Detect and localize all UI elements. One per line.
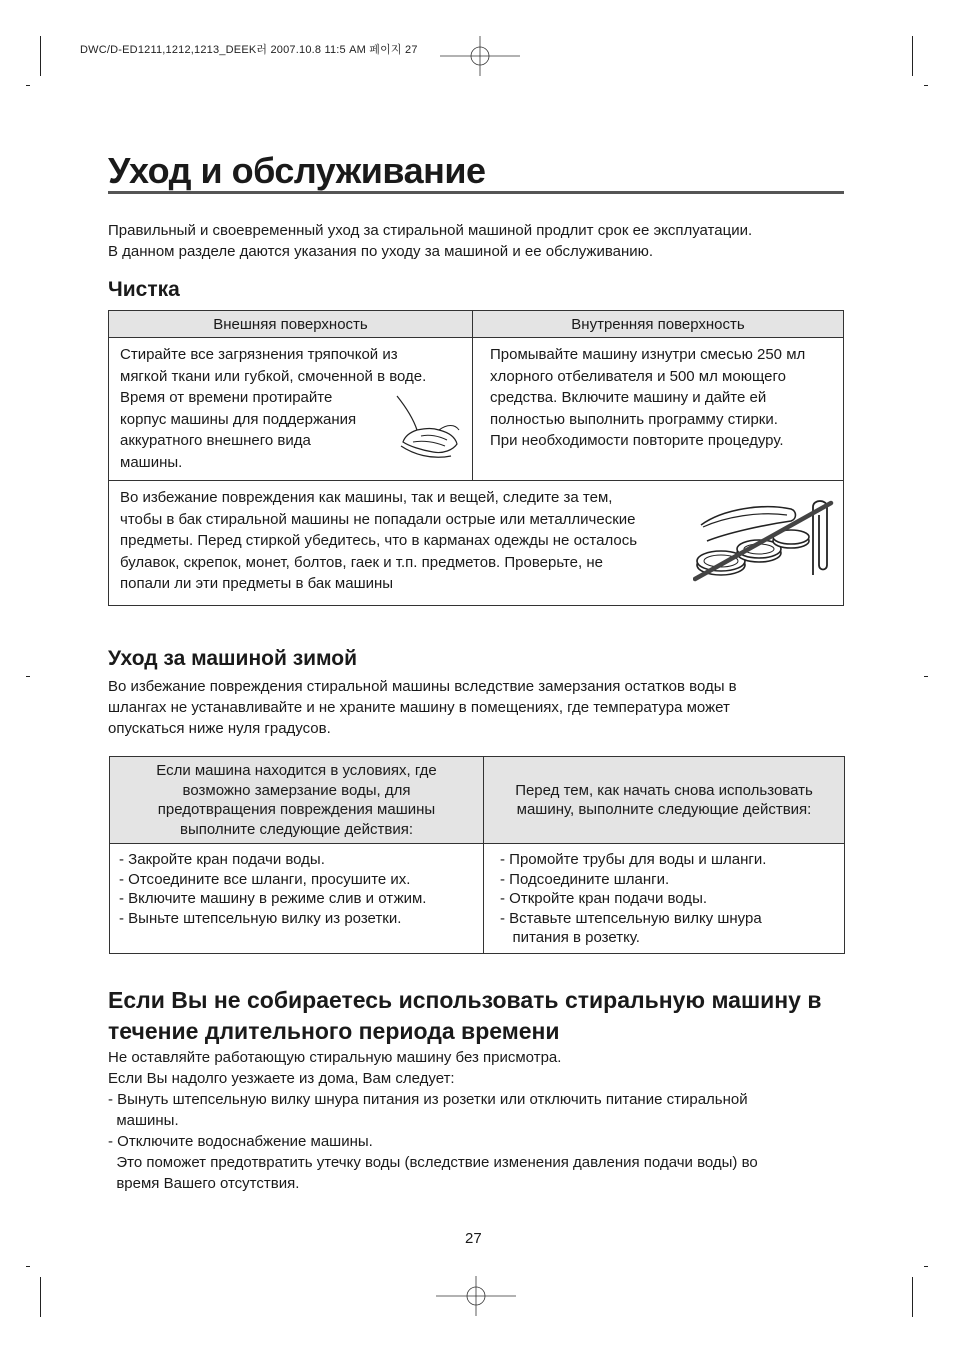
print-header-meta: DWC/D-ED1211,1212,1213_DEEK러 2007.10.8 11:5 AM 페이지 27 <box>80 44 418 56</box>
column-header-inner: Внутренняя поверхность <box>473 311 844 338</box>
right-step: - Промойте трубы для воды и шланги. <box>500 851 767 868</box>
crop-mark-tl-vertical <box>40 36 41 76</box>
warning-line: чтобы в бак стиральной машины не попадали острые или металлические <box>120 510 636 528</box>
crop-tick-right-bottom <box>924 1266 928 1267</box>
inner-surface-cell <box>473 338 844 481</box>
inner-line: хлорного отбеливателя и 500 мл моющего <box>490 367 786 385</box>
longterm-line: - Отключите водоснабжение машины. <box>108 1133 373 1150</box>
longterm-paragraph <box>108 1047 848 1194</box>
warning-line: предметы. Перед стиркой убедитесь, что в карманах одежды не осталось <box>120 532 638 549</box>
column-header-outer: Внешняя поверхность <box>109 311 473 338</box>
page-title: Уход и обслуживание <box>108 150 486 191</box>
right-step: питания в розетку. <box>500 929 640 946</box>
winter-heading: Уход за машиной зимой <box>108 647 358 670</box>
longterm-heading-line: течение длительного периода времени <box>108 1018 560 1044</box>
longterm-line: Если Вы надолго уезжаете из дома, Вам следует: <box>108 1070 455 1087</box>
crop-mark-bl-vertical <box>40 1277 41 1317</box>
foreign-objects-warning-cell <box>109 481 844 606</box>
inner-line: средства. Включите машину и дайте ей <box>490 389 767 406</box>
winter-line: опускаться ниже нуля градусов. <box>108 720 331 737</box>
left-header-line: выполните следующие действия: <box>180 820 413 838</box>
longterm-line: машины. <box>108 1112 179 1129</box>
left-step: - Отсоедините все шланги, просушите их. <box>119 870 411 888</box>
left-header-line: предотвращения повреждения машины <box>157 801 436 818</box>
longterm-heading <box>108 985 848 1047</box>
crop-tick-right-top <box>924 85 928 86</box>
crop-tick-left-bottom <box>26 1266 30 1267</box>
intro-line: Правильный и своевременный уход за стиральной машиной продлит срок ее эксплуатации. <box>108 222 753 239</box>
longterm-heading-line: Если Вы не собираетесь использовать стиральную машину в <box>108 987 822 1013</box>
cleaning-heading: Чистка <box>108 278 180 301</box>
intro-paragraph <box>108 220 848 262</box>
left-header-line: возможно замерзание воды, для <box>182 781 411 799</box>
outer-line: мягкой ткани или губкой, смоченной в воде. <box>120 367 427 385</box>
left-step: - Закройте кран подачи воды. <box>119 851 325 868</box>
cleaning-table <box>108 310 844 606</box>
right-step: - Откройте кран подачи воды. <box>500 890 708 907</box>
outer-line: аккуратного внешнего вида <box>120 432 311 449</box>
longterm-line: Не оставляйте работающую стиральную машину без присмотра. <box>108 1049 562 1066</box>
crop-mark-tr-vertical <box>912 36 913 76</box>
winter-left-header <box>110 757 484 844</box>
hand-wiping-icon <box>391 392 463 464</box>
right-header-line: Перед тем, как начать снова использовать <box>515 781 813 799</box>
winter-right-header <box>484 757 845 844</box>
crop-mark-br-vertical <box>912 1277 913 1317</box>
longterm-line: - Вынуть штепсельную вилку шнура питания из розетки или отключить питание стиральной <box>108 1091 748 1108</box>
inner-line: Промывайте машину изнутри смесью 250 мл <box>490 346 806 363</box>
winter-table <box>109 756 845 954</box>
warning-line: булавок, скрепок, монет, болтов, гаек и т.п. предметов. Проверьте, не <box>120 553 603 571</box>
left-step: - Включите машину в режиме слив и отжим. <box>119 890 427 907</box>
page-number: 27 <box>465 1230 482 1247</box>
forbidden-coins-clips-icon <box>693 495 835 585</box>
inner-line: При необходимости повторите процедуру. <box>490 432 784 449</box>
intro-line: В данном разделе даются указания по уходу за машиной и ее обслуживанию. <box>108 243 654 260</box>
right-header-line: машину, выполните следующие действия: <box>516 801 812 818</box>
right-step: - Подсоедините шланги. <box>500 870 670 888</box>
crop-tick-left-mid <box>26 676 30 677</box>
outer-line: Время от времени протирайте <box>120 389 333 406</box>
winter-paragraph <box>108 676 848 739</box>
outer-line: Стирайте все загрязнения тряпочкой из <box>120 346 398 363</box>
winter-line: шлангах не устанавливайте и не храните машину в помещениях, где температура может <box>108 699 730 716</box>
crop-tick-right-mid <box>924 676 928 677</box>
winter-line: Во избежание повреждения стиральной машины вследствие замерзания остатков воды в <box>108 678 737 695</box>
inner-line: полностью выполнить программу стирки. <box>490 410 778 428</box>
title-underline <box>108 191 844 194</box>
warning-line: попали ли эти предметы в бак машины <box>120 575 394 592</box>
warning-line: Во избежание повреждения как машины, так и вещей, следите за тем, <box>120 489 613 506</box>
left-header-line: Если машина находится в условиях, где <box>156 762 437 779</box>
longterm-line: Это поможет предотвратить утечку воды (вследствие изменения давления подачи воды) во <box>108 1154 758 1171</box>
crosshair-mark-icon <box>436 1276 516 1316</box>
outer-surface-cell <box>109 338 473 481</box>
crop-tick-left-top <box>26 85 30 86</box>
outer-line: корпус машины для поддержания <box>120 410 357 428</box>
left-step: - Выньте штепсельную вилку из розетки. <box>119 909 402 927</box>
winter-right-steps <box>484 844 845 954</box>
longterm-line: время Вашего отсутствия. <box>108 1175 300 1192</box>
outer-line: машины. <box>120 453 183 471</box>
winter-left-steps <box>110 844 484 954</box>
crosshair-mark-icon <box>440 36 520 76</box>
right-step: - Вставьте штепсельную вилку шнура <box>500 909 762 927</box>
